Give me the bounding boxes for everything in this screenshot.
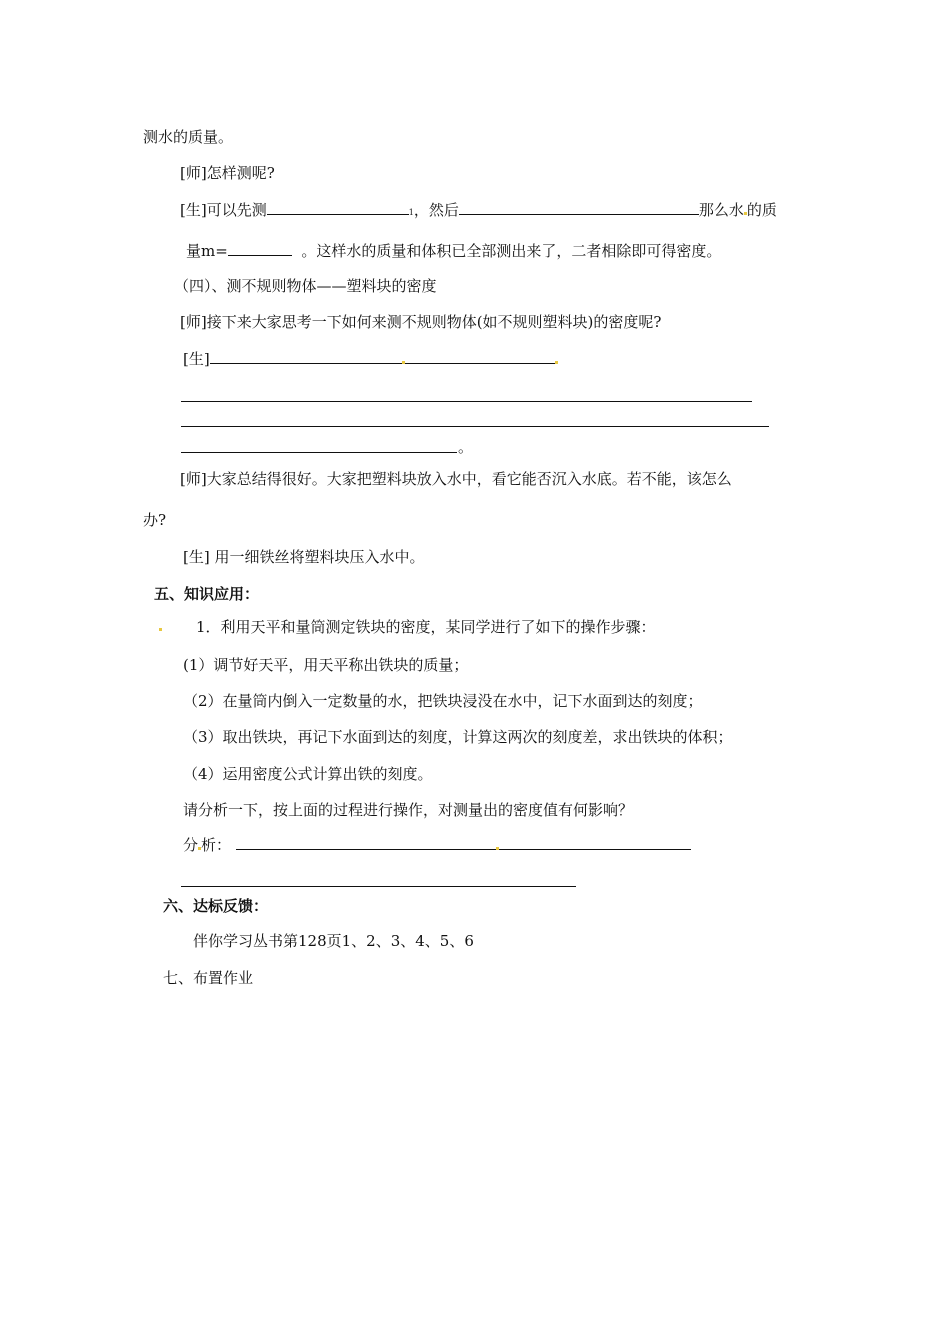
text-line: 伴你学习丛书第128页1、2、3、4、5、6 <box>193 932 474 950</box>
answer-line[interactable] <box>181 426 769 427</box>
text-line: [师]接下来大家思考一下如何来测不规则物体(如不规则塑料块)的密度呢? <box>180 313 662 331</box>
answer-blank[interactable] <box>267 200 409 215</box>
answer-blank[interactable] <box>210 349 402 364</box>
text-line: 测水的质量。 <box>143 128 234 146</box>
step-item: （2）在量筒内倒入一定数量的水，把铁块浸没在水中，记下水面到达的刻度； <box>183 692 703 710</box>
step-item: （4）运用密度公式计算出铁的刻度。 <box>183 765 433 783</box>
answer-line[interactable] <box>181 401 752 402</box>
text-line: [师]大家总结得很好。大家把塑料块放入水中，看它能否沉入水底。若不能，该怎么 <box>180 470 732 488</box>
answer-blank[interactable] <box>405 349 555 364</box>
text: 分 <box>183 836 199 854</box>
text: [生] <box>183 350 210 368</box>
answer-blank[interactable] <box>236 835 496 850</box>
section-heading: 七、布置作业 <box>163 969 254 987</box>
text: 的质 <box>746 201 777 219</box>
fill-line-question <box>186 241 721 261</box>
marker-dot <box>159 628 162 631</box>
text: [生]可以先测 <box>180 201 267 219</box>
marker-dot <box>555 361 558 364</box>
section-heading: 五、知识应用： <box>154 585 260 603</box>
text: 析： <box>201 836 232 854</box>
text: ，然后 <box>413 201 459 219</box>
step-item: (1）调节好天平，用天平称出铁块的质量； <box>183 656 469 674</box>
answer-line[interactable] <box>181 886 576 887</box>
text-line: 。 <box>458 438 474 456</box>
section-subheading: （四）、测不规则物体——塑料块的密度 <box>174 277 437 295</box>
answer-blank[interactable] <box>499 835 691 850</box>
section-heading: 六、达标反馈： <box>163 897 269 915</box>
question-text: 1．利用天平和量筒测定铁块的密度，某同学进行了如下的操作步骤： <box>196 618 656 636</box>
text: 那么水 <box>698 201 744 219</box>
answer-blank[interactable] <box>228 241 292 256</box>
fill-line-question <box>183 835 691 855</box>
fill-line-question <box>180 200 777 223</box>
answer-line[interactable] <box>181 452 457 453</box>
answer-blank[interactable] <box>459 200 699 215</box>
text: 量m= <box>186 242 228 260</box>
subscript: 1 <box>408 208 414 217</box>
fill-line-question <box>183 349 558 369</box>
text-line: [师]怎样测呢? <box>180 164 275 182</box>
question-text: 请分析一下，按上面的过程进行操作，对测量出的密度值有何影响？ <box>183 801 634 819</box>
text-line: [生] 用一细铁丝将塑料块压入水中。 <box>183 548 425 566</box>
text-line: 办? <box>143 511 167 529</box>
step-item: （3）取出铁块，再记下水面到达的刻度，计算这两次的刻度差，求出铁块的体积； <box>183 728 733 746</box>
text: 。这样水的质量和体积已全部测出来了，二者相除即可得密度。 <box>301 242 722 260</box>
